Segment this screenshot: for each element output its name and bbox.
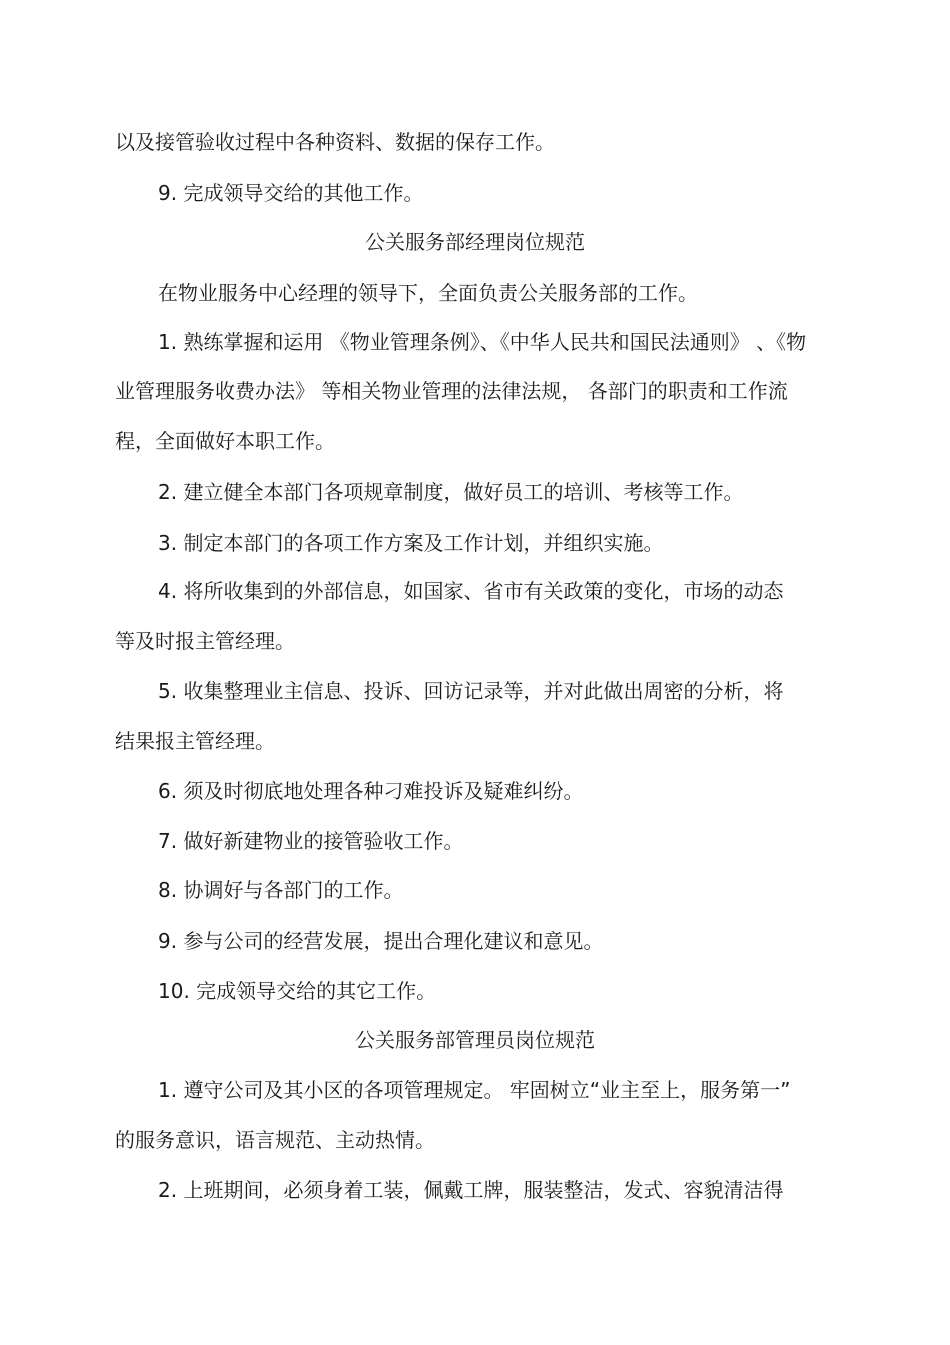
text-line-item-5: 5. 收集整理业主信息、投诉、回访记录等，并对此做出周密的分析，将 bbox=[158, 679, 784, 703]
text-line-item-10: 10. 完成领导交给的其它工作。 bbox=[158, 979, 437, 1003]
text-line-item-7: 7. 做好新建物业的接管验收工作。 bbox=[158, 829, 464, 853]
text-line-admin-item-2: 2. 上班期间，必须身着工装，佩戴工牌，服装整洁，发式、容貌清洁得 bbox=[158, 1178, 784, 1202]
text-line-item-5-cont: 结果报主管经理。 bbox=[115, 729, 275, 753]
text-line-intro: 在物业服务中心经理的领导下，全面负责公关服务部的工作。 bbox=[158, 281, 698, 305]
text-line-item-1-cont2: 程，全面做好本职工作。 bbox=[115, 429, 335, 453]
text-line-item-8: 8. 协调好与各部门的工作。 bbox=[158, 878, 404, 902]
text-line-item-6: 6. 须及时彻底地处理各种刁难投诉及疑难纠纷。 bbox=[158, 779, 584, 803]
text-line-item-9b: 9. 参与公司的经营发展，提出合理化建议和意见。 bbox=[158, 929, 604, 953]
text-line-item-1-cont: 业管理服务收费办法》 等相关物业管理的法律法规， 各部门的职责和工作流 bbox=[115, 379, 788, 403]
text-line-continuation: 以及接管验收过程中各种资料、数据的保存工作。 bbox=[115, 130, 555, 154]
text-line-item-3: 3. 制定本部门的各项工作方案及工作计划，并组织实施。 bbox=[158, 531, 664, 555]
text-line-admin-item-1-cont: 的服务意识，语言规范、主动热情。 bbox=[115, 1128, 435, 1152]
text-line-item-2: 2. 建立健全本部门各项规章制度，做好员工的培训、考核等工作。 bbox=[158, 480, 744, 504]
text-line-item-1: 1. 熟练掌握和运用 《物业管理条例》、《中华人民共和国民法通则》 、《物 bbox=[158, 330, 807, 354]
section-heading-manager: 公关服务部经理岗位规范 bbox=[365, 230, 585, 254]
section-heading-administrator: 公关服务部管理员岗位规范 bbox=[355, 1028, 595, 1052]
text-line-item-4-cont: 等及时报主管经理。 bbox=[115, 629, 295, 653]
text-line-item-9: 9. 完成领导交给的其他工作。 bbox=[158, 181, 424, 205]
text-line-item-4: 4. 将所收集到的外部信息，如国家、省市有关政策的变化，市场的动态 bbox=[158, 579, 784, 603]
text-line-admin-item-1: 1. 遵守公司及其小区的各项管理规定。 牢固树立“业主至上，服务第一” bbox=[158, 1078, 791, 1102]
